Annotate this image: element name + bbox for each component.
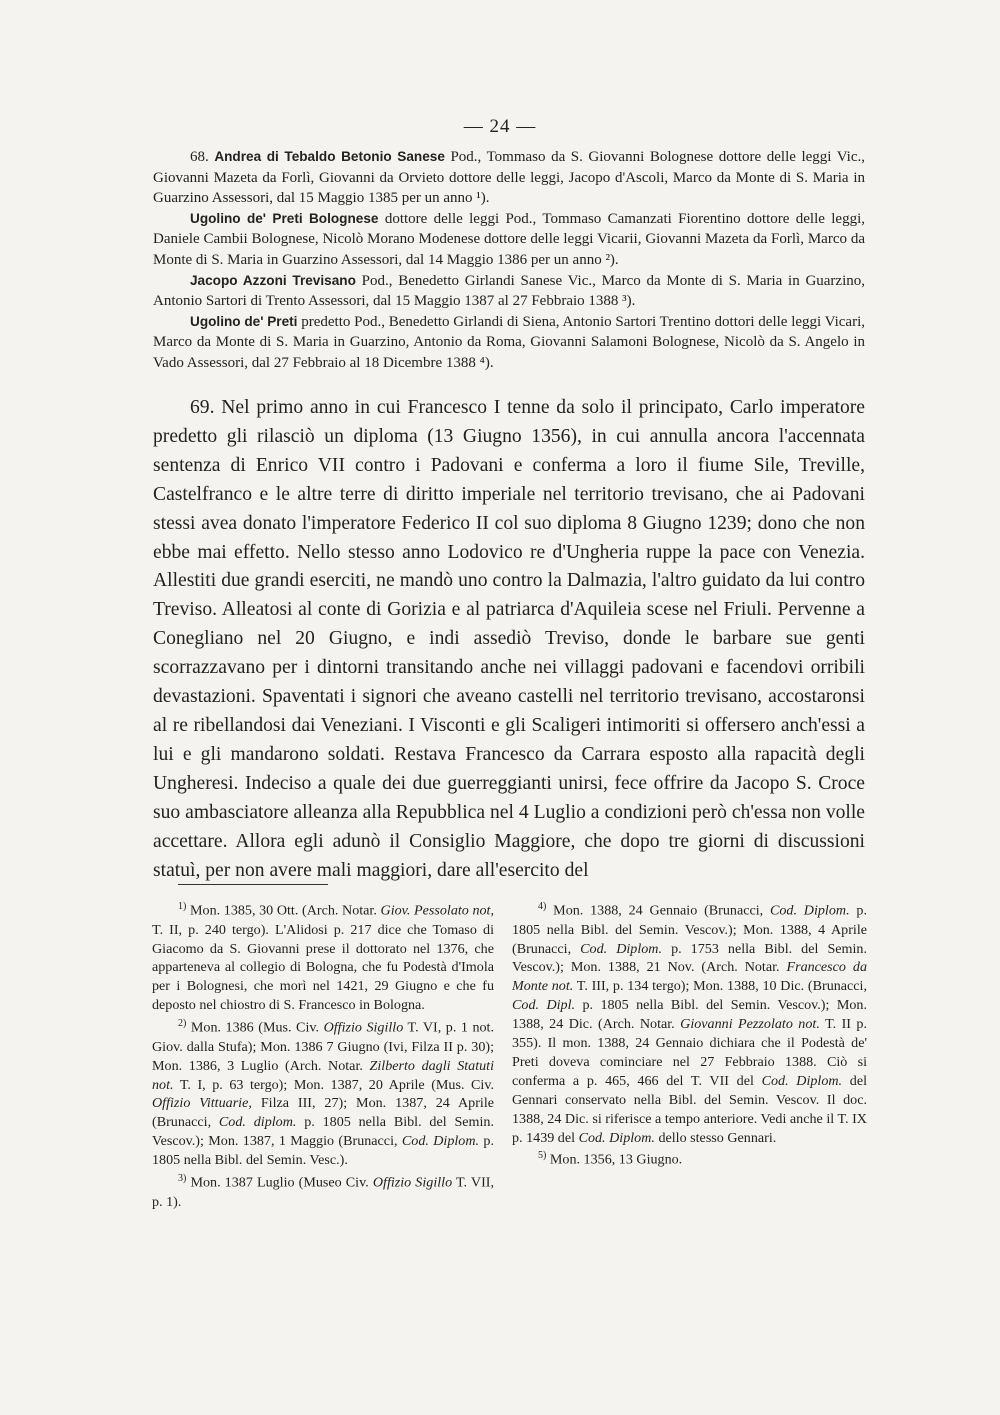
footnote-mark: 1) — [178, 901, 187, 912]
podesta-entries — [153, 147, 865, 374]
entry-text: predetto Pod., Benedetto Girlandi di Siena, Antonio Sartori Trentino dottori delle leggi Vicari, Marco da Monte di S. Maria in Guarzino, Antonio da Roma, Giovanni Salamoni Bolognese, Nicolò da S. Angelo in Vado Assessori, dal 27 Febbraio al 18 Dicembre 1388 ⁴). — [153, 313, 866, 371]
entry-name: Ugolino de' Preti — [190, 313, 298, 329]
entry-paragraph — [153, 147, 865, 209]
entry-paragraph — [153, 271, 865, 312]
entry-number: 68. — [190, 149, 209, 165]
footnote-mark: 2) — [178, 1018, 187, 1030]
footnote-2: $^{2)}$ Mon. 1386 (Mus. Civ. Offizio Sigillo T. VI, p. 1 not. Giov. dalla Stufa); Mon. 1386 7 Giugno (Ivi, Filza II p. 30); Mon. 1386, 3 Luglio (Arch. Notar. Zilberto dagli Statuti not. T. I, p. 63 tergo); Mon. 1387, 20 Aprile (Mus. Civ. Offizio Vittuarie, Filza III, 27); Mon. 1387, 24 Aprile (Brunacci, Cod. diplom. p. 1805 nella Bibl. del Semin. Vescov.); Mon. 1387, 1 Maggio (Brunacci, Cod. Diplom. p. 1805 nella Bibl. del Semin. Vesc.). — [152, 1018, 494, 1169]
entry-paragraph — [153, 312, 865, 374]
footnote-4: $^{4)}$ Mon. 1388, 24 Gennaio (Brunacci, Cod. Diplom. p. 1805 nella Bibl. del Semin. Vescov.); Mon. 1388, 4 Aprile (Brunacci, Cod. Diplom. p. 1753 nella Bibl. del Semin. Vescov.); Mon. 1388, 21 Nov. (Arch. Notar. Francesco da Monte not. T. III, p. 134 tergo); Mon. 1388, 10 Dic. (Brunacci, Cod. Dipl. p. 1805 nella Bibl. del Semin. Vescov.); Mon. 1388, 24 Dic. (Arch. Notar. Giovanni Pezzolato not. T. II p. 355). Il mon. 1388, 24 Gennaio dichiara che il Podestà de' Preti doveva cominciare nel 27 Febbraio 1388. Ciò si conferma a p. 465, 466 del T. VII del Cod. Diplom. del Gennari conservato nella Bibl. del Semin. Vescov. Il doc. 1388, 24 Dic. si riferisce a tempo anteriore. Vedi anche il T. IX p. 1439 del Cod. Diplom. dello stesso Gennari. — [512, 901, 868, 1146]
footnote-5: $^{5)}$ Mon. 1356, 13 Giugno. — [538, 1150, 683, 1169]
footnote-1: $^{1)}$ Mon. 1385, 30 Ott. (Arch. Notar. Giov. Pessolato not, T. II, p. 240 tergo). L'Alidosi p. 217 dice che Tomaso di Giacomo da S. Giovanni prese il dottorato nel 1376, che apparteneva al collegio di Bologna, che fu Podestà d'Imola per i Bolognesi, che morì nel 1421, 29 Giugno e che fu deposto nel chiostro di S. Francesco in Bologna. — [152, 901, 494, 1014]
footnote-mark: 3) — [178, 1173, 187, 1185]
footnote-mark: 4) — [538, 901, 547, 912]
footnote-mark: 5) — [538, 1150, 547, 1162]
entry-name: Ugolino de' Preti Bolognese — [190, 210, 379, 226]
footnotes-left-column — [152, 898, 494, 1212]
entry-name: Jacopo Azzoni Trevisano — [190, 272, 356, 288]
entry-text: Pod., Benedetto Girlandi Sanese Vic., Marco da Monte di S. Maria in Guarzino, Antonio Sartori di Trento Assessori, dal 15 Maggio 1387 al 27 Febbraio 1388 ³). — [153, 272, 866, 310]
page-number: — 24 — — [463, 116, 537, 137]
footnote-separator — [178, 884, 328, 885]
footnotes-right-column — [512, 898, 867, 1170]
entry-paragraph — [153, 209, 865, 271]
main-text-block — [153, 394, 865, 885]
entry-text: dottore delle leggi Pod., Tommaso Camanzati Fiorentino dottore delle leggi, Daniele Cambii Bolognese, Nicolò Morano Modenese dottore delle leggi Vicarii, Giovanni Mazeta da Forlì, Marco da Monte di S. Maria in Guarzino Assessori, dal 14 Maggio 1386 per un anno ²). — [153, 210, 865, 268]
main-paragraph: 69. Nel primo anno in cui Francesco I tenne da solo il principato, Carlo imperatore predetto gli rilasciò un diploma (13 Giugno 1356), in cui annulla ancora l'accennata sentenza di Enrico VII contro i Padovani e conferma a loro il fiume Sile, Treville, Castelfranco e le altre terre di diritto imperiale nel territorio trevisano, che ai Padovani stessi avea donato l'imperatore Federico II col suo diploma 8 Giugno 1239; dono che non ebbe mai effetto. Nello stesso anno Lodovico re d'Ungheria ruppe la pace con Venezia. Allestiti due grandi eserciti, ne mandò uno contro la Dalmazia, l'altro guidato da lui contro Treviso. Alleatosi al conte di Gorizia e al patriarca d'Aquileia scese nel Friuli. Pervenne a Conegliano nel 20 Giugno, e indi assediò Treviso, donde le barbare sue genti scorrazzavano per i dintorni transitando anche nei villaggi padovani e facendovi orribili devastazioni. Spaventati i signori che aveano castelli nel territorio trevisano, accostaronsi al re ribellandosi dai Veneziani. I Visconti e gli Scaligeri intimoriti si offersero anch'essi a lui e gli mandarono soldati. Restava Francesco da Carrara esposto alla rapacità degli Ungheresi. Indeciso a quale dei due guerreggianti unirsi, fece offrire da Jacopo S. Croce suo ambasciatore alleanza alla Repubblica nel 4 Luglio a condizioni però ch'essa non volle accettare. Allora egli adunò il Consiglio Maggiore, che dopo tre giorni di discussioni statuì, per non avere mali maggiori, dare all'esercito del — [153, 397, 865, 881]
entry-name: Andrea di Tebaldo Betonio Sanese — [214, 149, 445, 164]
entry-text: Pod., Tommaso da S. Giovanni Bolognese dottore delle leggi Vic., Giovanni Mazeta da Forlì, Giovanni da Orvieto dottore delle leggi, Jacopo d'Ascoli, Marco da Monte di S. Maria in Guarzino Assessori, dal 15 Maggio 1385 per un anno ¹). — [153, 149, 865, 207]
footnote-3: $^{3)}$ Mon. 1387 Luglio (Museo Civ. Offizio Sigillo T. VII, p. 1). — [152, 1173, 494, 1210]
